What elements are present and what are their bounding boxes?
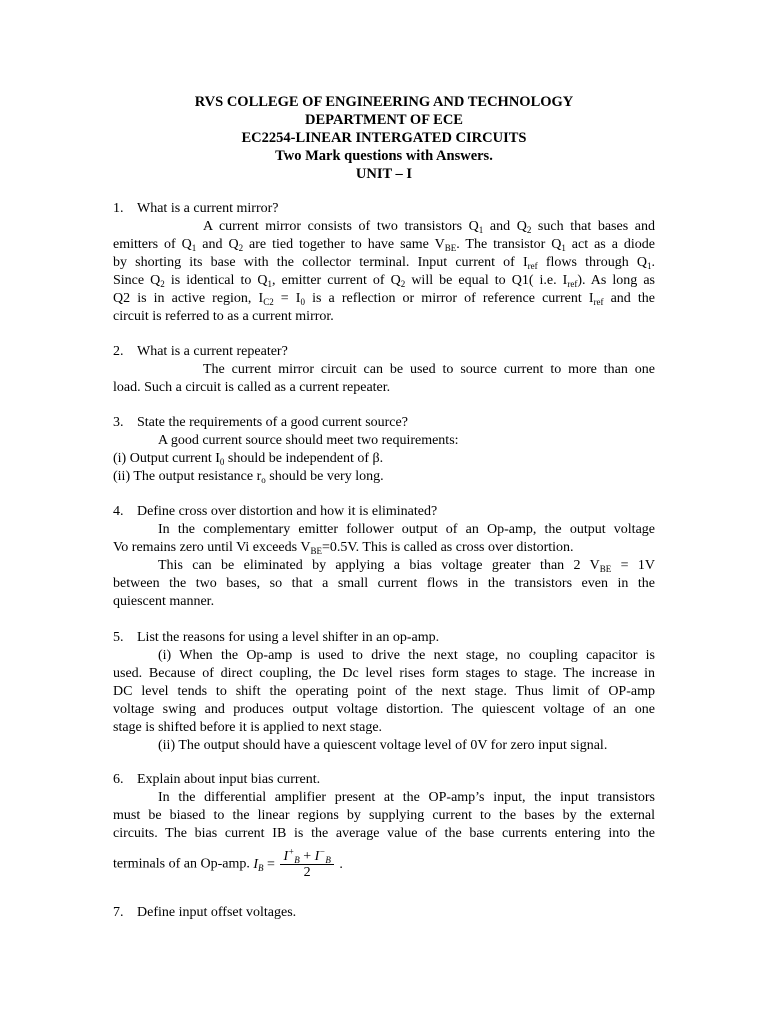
answer-line: quiescent manner. (113, 594, 215, 609)
answer-line: (ii) The output should have a quiescent voltage level of 0V for zero input signal. (158, 738, 608, 753)
question-title: 3. State the requirements of a good current source? (113, 415, 408, 430)
question-5 (113, 629, 655, 755)
question-title: 4. Define cross over distortion and how it is eliminated? (113, 504, 438, 519)
answer-line: emitters of $Q_1$ and $Q_2$ are tied together to have same $V_{BE}$. The transistor $Q_1$ act as a diode (113, 237, 655, 253)
department-name: DEPARTMENT OF ECE (305, 112, 463, 128)
answer-line: (ii) The output resistance $r_o$ should be very long. (113, 469, 384, 485)
question-7 (113, 904, 655, 922)
answer-line: voltage swing and produces output voltage distortion. The quiescent voltage of an one (113, 702, 655, 717)
question-title: 1. What is a current mirror? (113, 201, 279, 216)
answer-line: circuits. The bias current IB is the average value of the base currents entering into the (113, 826, 655, 841)
answer-line: The current mirror circuit can be used to source current to more than one (203, 362, 655, 377)
answer-line: This can be eliminated by applying a bias voltage greater than 2 $V_{BE} = 1V$ (158, 558, 655, 574)
unit-heading: UNIT – I (355, 166, 413, 182)
answer-line: In the complementary emitter follower output of an Op-amp, the output voltage (158, 522, 655, 537)
question-title: 7. Define input offset voltages. (113, 905, 297, 920)
question-title: 2. What is a current repeater? (113, 344, 288, 359)
college-name: RVS COLLEGE OF ENGINEERING AND TECHNOLOGY (194, 94, 574, 110)
document-subtitle: Two Mark questions with Answers. (275, 148, 493, 164)
question-4 (113, 503, 655, 611)
answer-line: A current mirror consists of two transistors $Q_1$ and $Q_2$ such that bases and (203, 219, 655, 235)
answer-line: terminals of an Op-amp. $I_B$ = $\frac{I^+_B + I^-_B}{2}$ . (113, 846, 343, 880)
answer-line: between the two bases, so that a small current flows in the transistors even in the (113, 576, 655, 591)
question-6 (113, 771, 655, 880)
question-1 (113, 200, 655, 326)
answer-line: In the differential amplifier present at the OP-amp’s input, the input transistors (158, 790, 655, 805)
answer-line: stage is shifted before it is applied to next stage. (113, 720, 383, 735)
answer-line: circuit is referred to as a current mirror. (113, 309, 334, 324)
answer-line: (i) When the Op-amp is used to drive the next stage, no coupling capacitor is (158, 648, 655, 663)
answer-line: must be biased to the linear regions by supplying current to the bases by the external (113, 808, 655, 823)
bias-current-formula: $I_B$ = $\frac{I^+_B + I^-_B}{2}$ . (253, 846, 343, 880)
answer-line: DC level tends to shift the operating point of the next stage. Thus limit of OP-amp (113, 684, 655, 699)
question-2 (113, 343, 655, 397)
answer-line: load. Such a circuit is called as a current repeater. (113, 380, 391, 395)
answer-line: A good current source should meet two requirements: (158, 433, 459, 448)
answer-line: Since $Q_2$ is identical to $Q_1$, emitter current of $Q_2$ will be equal to Q1( i.e. $I_{ref}$). As long as (113, 273, 655, 289)
answer-line: Q2 is in active region, $I_{C2} = I_0$ is a reflection or mirror of reference current $I_{ref}$ and the (113, 291, 656, 307)
question-3 (113, 414, 655, 486)
question-title: 6. Explain about input bias current. (113, 772, 321, 787)
answer-line: (i) Output current $I_0$ should be independent of β. (113, 451, 384, 467)
answer-line: used. Because of direct coupling, the Dc level rises form stages to stage. The increase in (113, 666, 655, 681)
formula-fraction: $\frac{I^+_B + I^-_B}{2}$ (280, 849, 333, 880)
answer-line: Vo remains zero until Vi exceeds $V_{BE}=0.5V$. This is called as cross over distortion. (113, 540, 574, 556)
question-title: 5. List the reasons for using a level shifter in an op-amp. (113, 630, 440, 645)
course-title: EC2254-LINEAR INTERGATED CIRCUITS (241, 130, 527, 146)
answer-line: by shorting its base with the collector terminal. Input current of $I_{ref}$ flows through $Q_1$. (113, 255, 656, 271)
document-header (0, 93, 768, 183)
